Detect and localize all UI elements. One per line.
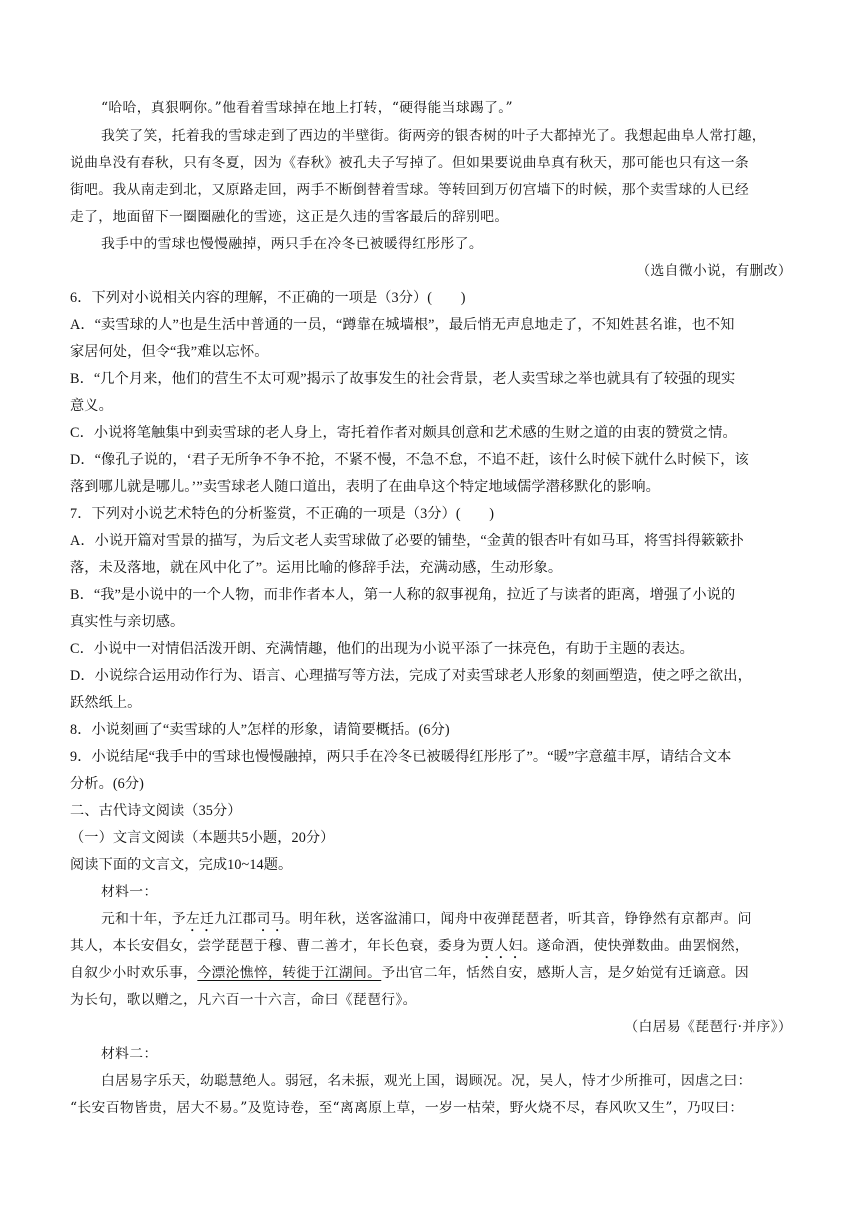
question-6-option-d-line-1: D．“像孔子说的，‘君子无所争不争不抢，不紧不慢，不急不怠，不追不赶，该什么时候下就什么时候下，该 (70, 452, 749, 468)
section-2-title: 二、古代诗文阅读（35分） (70, 803, 242, 819)
dotted-term-zuoqian: 左迁 (185, 911, 215, 927)
question-7-option-a-line-2: 落，未及落地，就在风中化了”。运用比喻的修辞手法，充满动感，生动形象。 (70, 560, 563, 576)
material-1-line-2 (70, 936, 792, 962)
material-1-text: 元和十年，予 (101, 911, 186, 927)
question-6-option-b-line-1: B．“几个月来，他们的营生不太可观”揭示了故事发生的社会背景，老人卖雪球之举也就具有了较强的现实 (70, 371, 736, 387)
material-1-text: 予出官二年，恬然自安，感斯人言，是夕始觉有迁谪意。因 (381, 965, 750, 981)
question-7-option-d-line-2: 跃然纸上。 (70, 695, 142, 711)
material-1-label: 材料一： (101, 884, 158, 900)
question-7-option-b-line-2: 真实性与亲切感。 (70, 614, 185, 630)
question-7-stem: 7．下列对小说艺术特色的分析鉴赏，不正确的一项是（3分）( ) (70, 506, 495, 522)
question-9-line-2: 分析。(6分) (70, 776, 144, 792)
material-1-source: （白居易《琵琶行·并序》） (624, 1019, 792, 1035)
question-9-line-1: 9．小说结尾“我手中的雪球也慢慢融掉，两只手在冷冬已被暖得红彤彤了”。“暖”字意蕴丰厚，请结合文本 (70, 749, 732, 765)
material-1-text: 自叙少小时欢乐事， (70, 965, 198, 981)
dotted-term-jiarenfu: 贾人妇 (480, 938, 523, 954)
material-1-line-4: 为长句，歌以赠之，凡六百一十六言，命曰《琵琶行》。 (70, 992, 417, 1008)
material-2-line-2: “长安百物皆贵，居大不易。”及览诗卷，至“离离原上草，一岁一枯荣，野火烧不尽，春风吹又生”，乃叹曰： (70, 1100, 744, 1116)
question-8: 8．小说刻画了“卖雪球的人”怎样的形象，请简要概括。(6分) (70, 722, 450, 738)
story-paragraph-3: 我手中的雪球也慢慢融掉，两只手在冷冬已被暖得红彤彤了。 (101, 236, 483, 252)
material-1-text: 九江郡 (214, 911, 257, 927)
question-6-option-a-line-1: A．“卖雪球的人”也是生活中普通的一员，“蹲靠在城墙根”，最后悄无声息地走了，不知姓甚名谁，也不知 (70, 317, 735, 333)
question-6-stem: 6．下列对小说相关内容的理解，不正确的一项是（3分）( ) (70, 290, 466, 306)
dotted-term-sima: 司马 (256, 911, 285, 927)
material-1-line-3 (70, 963, 792, 983)
section-2-instructions: 阅读下面的文言文，完成10~14题。 (70, 857, 293, 873)
section-2-subsection-1: （一）文言文阅读（本题共5小题，20分） (70, 830, 335, 846)
story-source: （选自微小说，有删改） (636, 263, 792, 279)
material-2-label: 材料二： (101, 1046, 158, 1062)
material-1-text: 其人，本长安倡女，尝学琵琶于穆、曹二善才，年长色衰，委身为 (70, 938, 481, 954)
question-7-option-a-line-1: A．小说开篇对雪景的描写，为后文老人卖雪球做了必要的铺垫，“金黄的银杏叶有如马耳，将雪抖得簌簌扑 (70, 533, 744, 549)
question-6-option-c: C．小说将笔触集中到卖雪球的老人身上，寄托着作者对颇具创意和艺术感的生财之道的由衷的赞赏之情。 (70, 425, 737, 441)
story-paragraph-2-line-1: 我笑了笑，托着我的雪球走到了西边的半壁街。街两旁的银杏树的叶子大都掉光了。我想起曲阜人常打趣， (101, 128, 766, 144)
story-paragraph-2-line-2: 说曲阜没有春秋，只有冬夏，因为《春秋》被孔夫子写掉了。但如果要说曲阜真有秋天，那可能也只有这一条 (70, 155, 750, 171)
question-7-option-c: C．小说中一对情侣活泼开朗、充满情趣，他们的出现为小说平添了一抹亮色，有助于主题的表达。 (70, 641, 694, 657)
story-paragraph-2-line-3: 街吧。我从南走到北，又原路走回，两手不断倒替着雪球。等转回到万仞宫墙下的时候，那个卖雪球的人已经 (70, 182, 750, 198)
question-7-option-d-line-1: D．小说综合运用动作行为、语言、心理描写等方法，完成了对卖雪球老人形象的刻画塑造，使之呼之欲出， (70, 668, 752, 684)
story-paragraph-2-line-4: 走了，地面留下一圈圈融化的雪迹，这正是久违的雪客最后的辞别吧。 (70, 209, 509, 225)
question-6-option-b-line-2: 意义。 (70, 398, 113, 414)
question-7-option-b-line-1: B．“我”是小说中的一个人物，而非作者本人，第一人称的叙事视角，拉近了与读者的距离，增强了小说的 (70, 587, 736, 603)
question-6-option-a-line-2: 家居何处，但令“我”难以忘怀。 (70, 344, 269, 360)
underlined-sentence: 今漂沦憔悴，转徙于江湖间。 (197, 965, 382, 981)
material-1-text: 。明年秋，送客湓浦口，闻舟中夜弹琵琶者，听其音，铮铮然有京都声。问 (284, 911, 752, 927)
story-paragraph-1: “哈哈，真狠啊你。”他看着雪球掉在地上打转，“硬得能当球踢了。” (101, 100, 513, 116)
material-1-line-1 (101, 909, 792, 935)
material-1-text: 。遂命酒，使快弹数曲。曲罢悯然， (522, 938, 750, 954)
question-6-option-d-line-2: 落到哪儿就是哪儿。’”卖雪球老人随口道出，表明了在曲阜这个特定地域儒学潜移默化的影响。 (70, 479, 660, 495)
material-2-line-1: 白居易字乐天，幼聪慧绝人。弱冠，名未振，观光上国，谒顾况。况，吴人，恃才少所推可，因虐之曰： (101, 1073, 752, 1089)
